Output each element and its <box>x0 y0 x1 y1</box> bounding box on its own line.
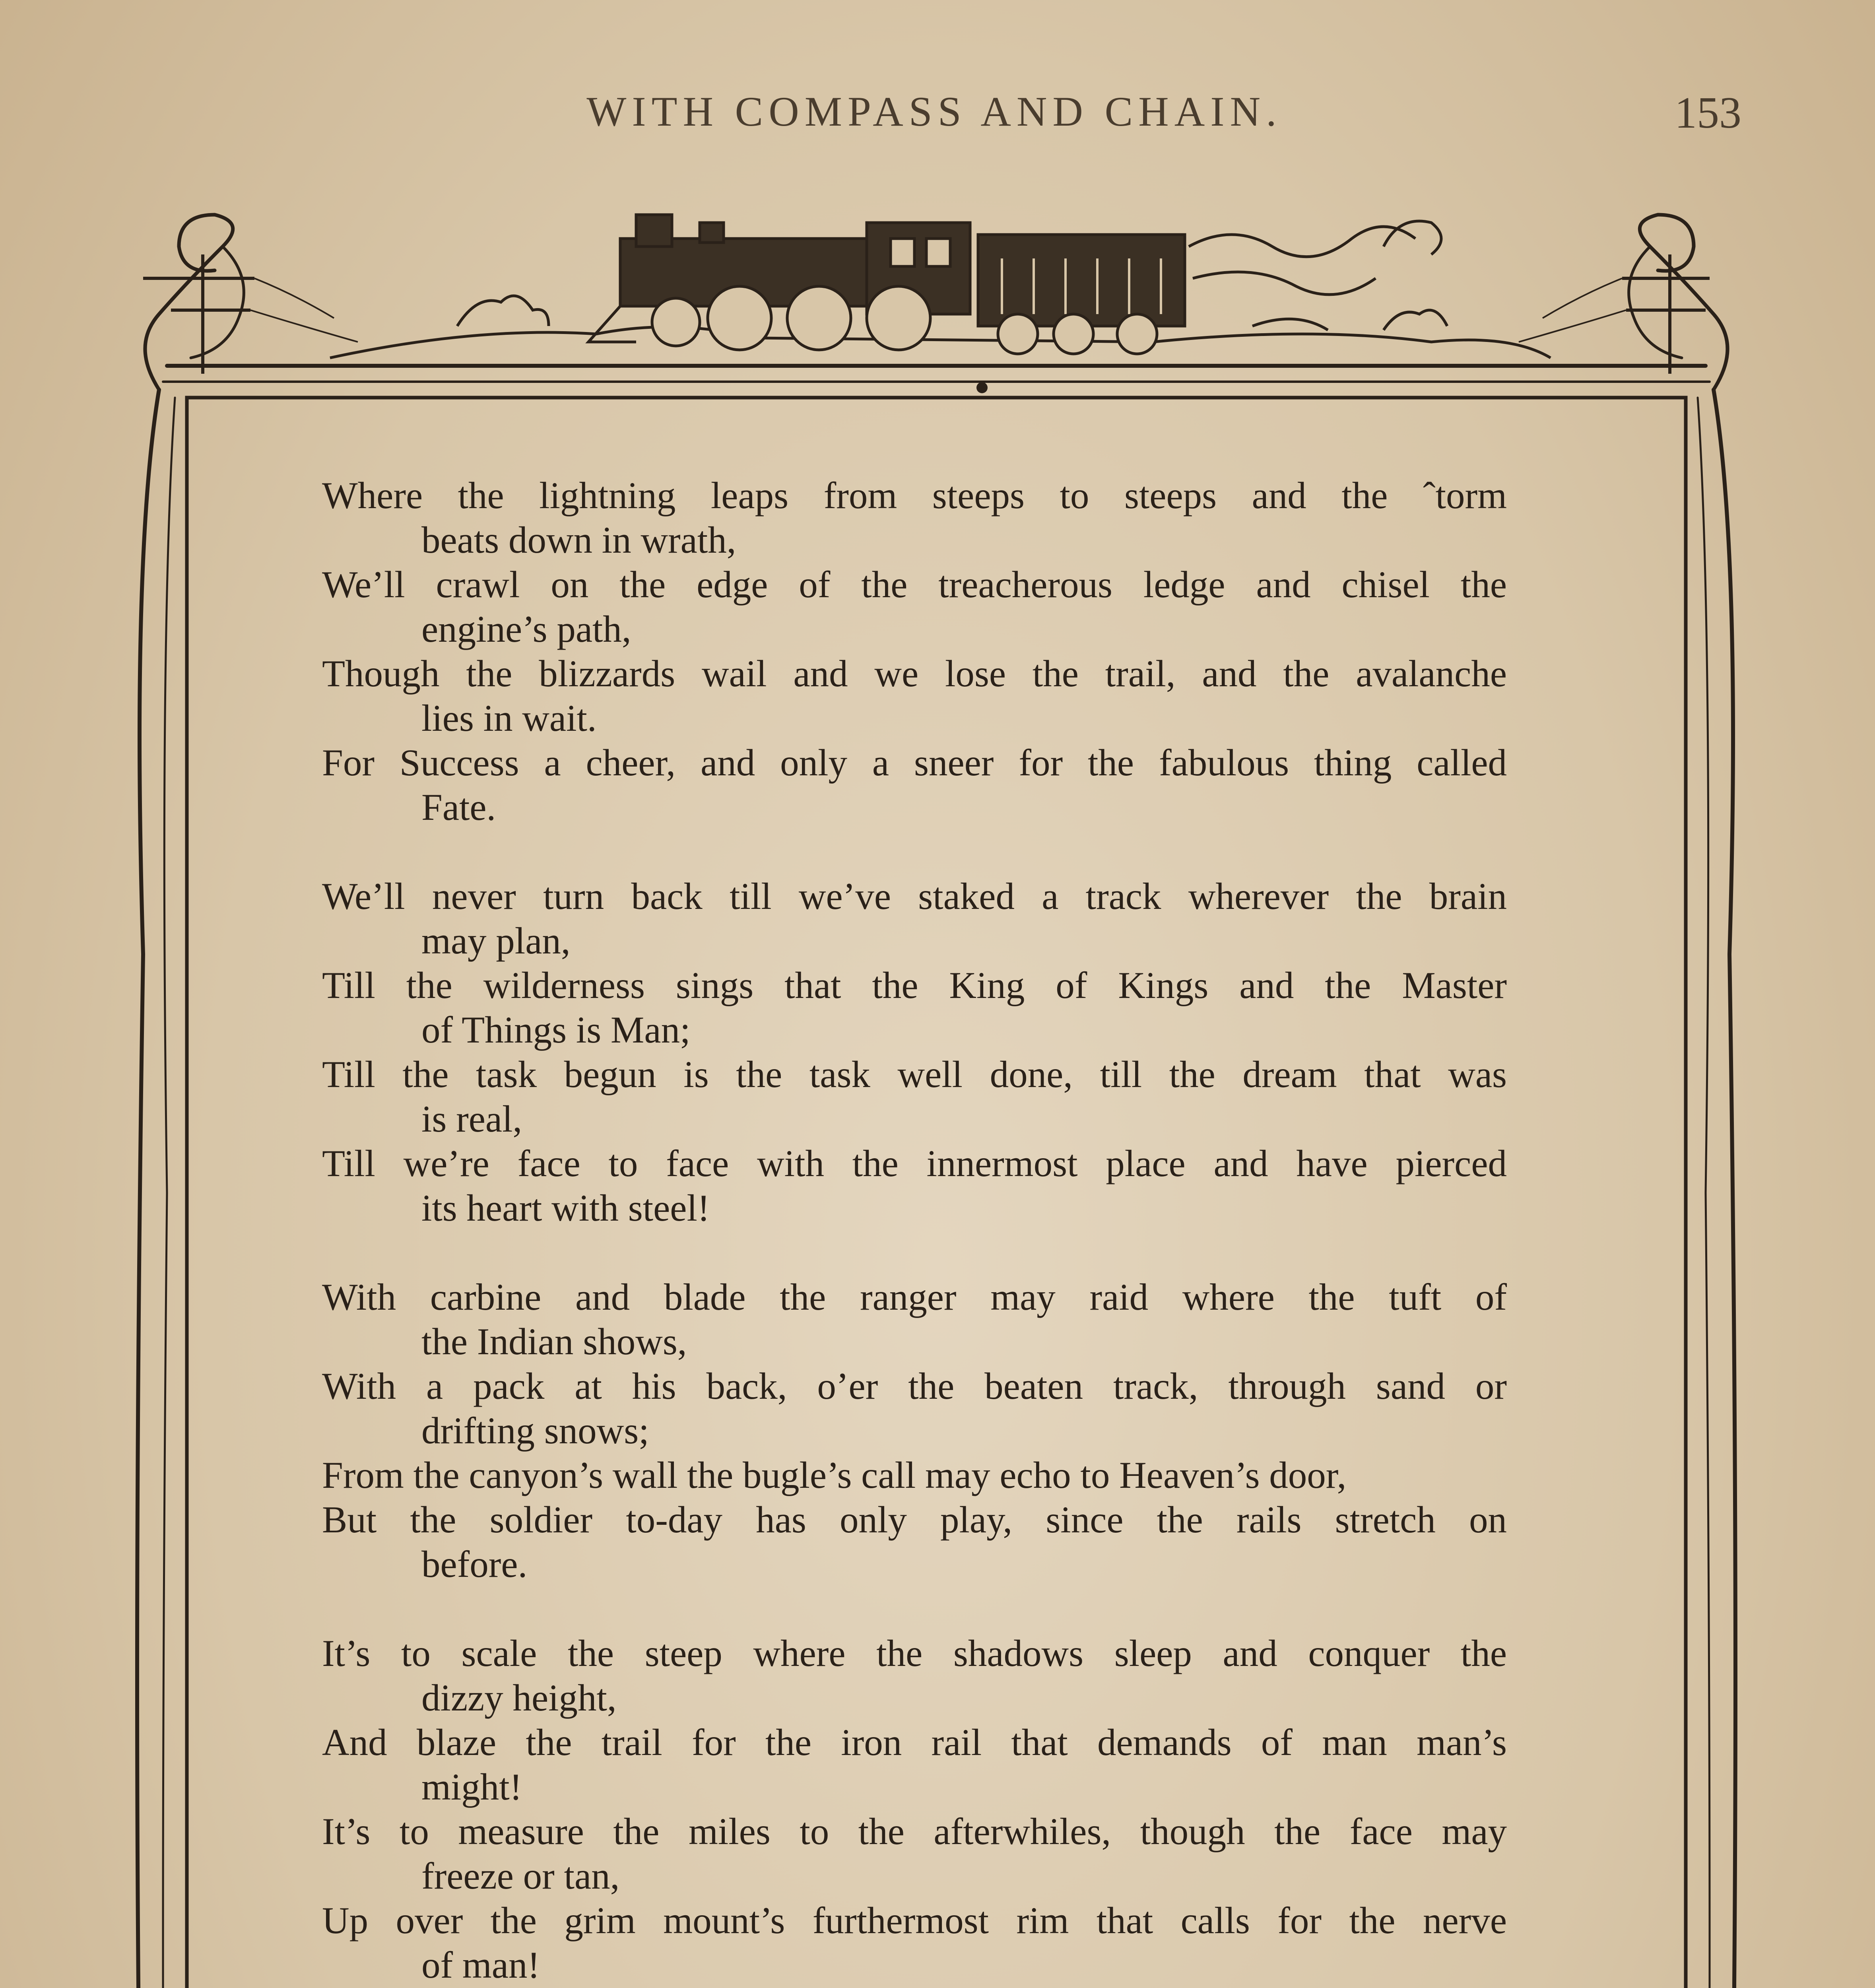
verse-line-continuation: before. <box>421 1543 528 1585</box>
verse-line: For Success a cheer, and only a sneer for the fabulous thing called <box>322 742 1507 784</box>
verse-line-continuation: is real, <box>421 1098 522 1140</box>
locomotive-illustration <box>330 215 1551 358</box>
verse-line: From the canyon’s wall the bugle’s call may echo to Heaven’s door, <box>322 1454 1347 1496</box>
verse-line: We’ll never turn back till we’ve staked a track wherever the brain <box>322 875 1507 917</box>
stanza <box>322 1631 1507 1987</box>
page-number: 153 <box>1675 88 1741 138</box>
verse-line: Till the task begun is the task well done, till the dream that was <box>322 1053 1507 1095</box>
stanza <box>322 1275 1507 1586</box>
verse-line: Till the wilderness sings that the King of Kings and the Master <box>322 964 1507 1006</box>
verse-line: It’s to measure the miles to the afterwhiles, though the face may <box>322 1810 1507 1852</box>
verse-line-continuation: its heart with steel! <box>421 1187 710 1229</box>
verse-line-continuation: might! <box>421 1766 522 1808</box>
verse-line-continuation: the Indian shows, <box>421 1320 687 1363</box>
verse-line-continuation: dizzy height, <box>421 1677 617 1719</box>
verse-line: We’ll crawl on the edge of the treacherous ledge and chisel the <box>322 563 1507 606</box>
running-title: WITH COMPASS AND CHAIN. <box>586 88 1282 135</box>
verse-line: With carbine and blade the ranger may raid where the tuft of <box>322 1276 1507 1318</box>
verse-line-continuation: lies in wait. <box>421 697 597 739</box>
verse-line-continuation: engine’s path, <box>421 608 631 650</box>
verse-line: And blaze the trail for the iron rail that demands of man man’s <box>322 1721 1507 1763</box>
verse-line: Though the blizzards wail and we lose the trail, and the avalanche <box>322 652 1507 695</box>
telegraph-pole-ornament <box>143 254 358 374</box>
verse-line-continuation: beats down in wrath, <box>421 519 736 561</box>
verse-line-continuation: Fate. <box>421 786 496 828</box>
verse-line-continuation: may plan, <box>421 920 571 962</box>
stanza <box>322 473 1507 829</box>
verse-line: With a pack at his back, o’er the beaten track, through sand or <box>322 1365 1507 1407</box>
verse-line: Up over the grim mount’s furthermost rim that calls for the nerve <box>322 1899 1507 1941</box>
verse-line: Till we’re face to face with the innermost place and have pierced <box>322 1142 1507 1184</box>
poem-body <box>322 473 1507 1988</box>
verse-line-continuation: drifting snows; <box>421 1409 649 1452</box>
stanza <box>322 874 1507 1230</box>
verse-line-continuation: of man! <box>421 1944 540 1986</box>
verse-line-continuation: freeze or tan, <box>421 1855 620 1897</box>
verse-line: But the soldier to-day has only play, since the rails stretch on <box>322 1499 1507 1541</box>
center-dot-ornament <box>976 382 988 393</box>
verse-line: It’s to scale the steep where the shadows sleep and conquer the <box>322 1632 1507 1674</box>
verse-line-continuation: of Things is Man; <box>421 1009 691 1051</box>
verse-line: Where the lightning leaps from steeps to steeps and the ˆtorm <box>322 474 1507 516</box>
